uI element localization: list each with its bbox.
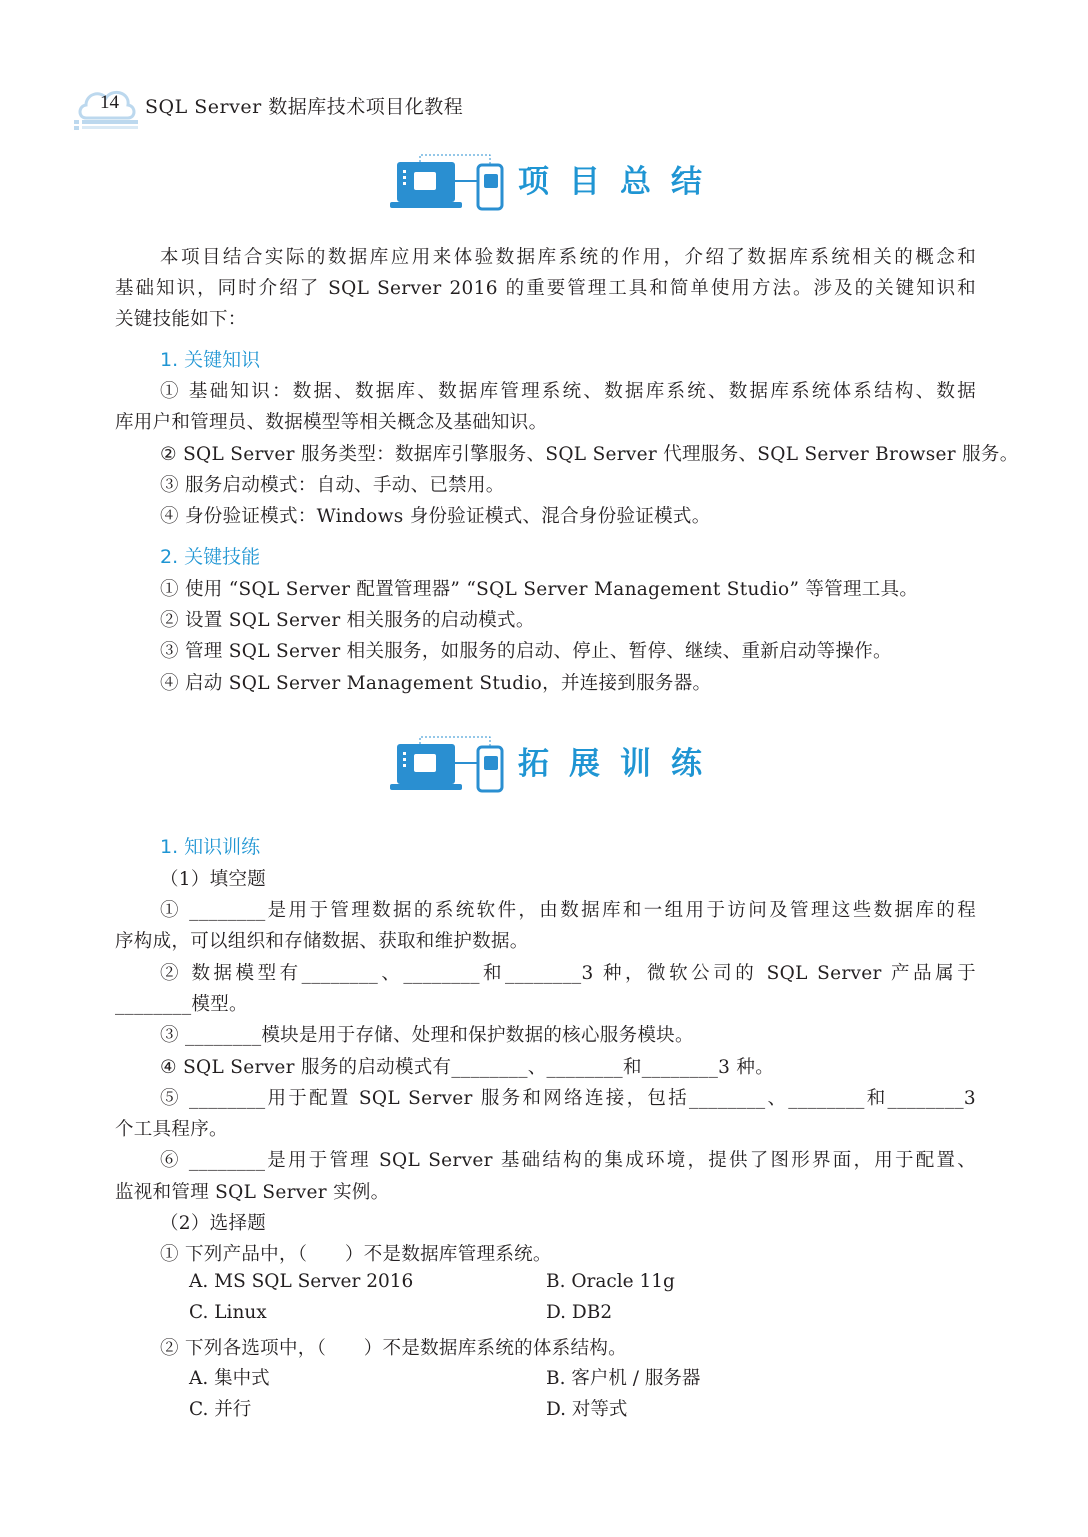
choice-option: A. MS SQL Server 2016 xyxy=(189,1271,414,1292)
laptop-phone-banner-icon xyxy=(390,734,510,798)
section-banner-training xyxy=(390,734,720,798)
skill-item: ② 设置 SQL Server 相关服务的启动模式。 xyxy=(160,610,535,631)
intro-line-3: 关键技能如下： xyxy=(115,309,247,330)
subheading-key-skills: 2. 关键技能 xyxy=(160,546,261,568)
knowledge-item: ② SQL Server 服务类型：数据库引擎服务、SQL Server 代理服务、SQL Server Browser 服务。 xyxy=(160,444,1019,465)
fill-blank-line: ① ________是用于管理数据的系统软件，由数据库和一组用于访问及管理这些数据库的程 xyxy=(160,900,976,921)
fill-blank-line: 个工具程序。 xyxy=(115,1119,228,1140)
section-title: 拓展训练 xyxy=(518,746,722,782)
skill-item: ③ 管理 SQL Server 相关服务，如服务的启动、停止、暂停、继续、重新启动等操作。 xyxy=(160,641,892,662)
knowledge-item: ④ 身份验证模式：Windows 身份验证模式、混合身份验证模式。 xyxy=(160,506,711,527)
subheading-key-knowledge: 1. 关键知识 xyxy=(160,349,261,371)
section-banner-summary xyxy=(390,152,720,216)
choice-question-stem: ① 下列产品中，（ ）不是数据库管理系统。 xyxy=(160,1244,552,1265)
book-title: SQL Server 数据库技术项目化教程 xyxy=(145,96,464,118)
fill-blank-line: ⑤ ________用于配置 SQL Server 服务和网络连接，包括________、________和________3 xyxy=(160,1088,976,1109)
fill-blank-line: 序构成，可以组织和存储数据、获取和维护数据。 xyxy=(115,931,529,952)
laptop-phone-banner-icon xyxy=(390,152,510,216)
choice-option: D. 对等式 xyxy=(546,1399,628,1420)
subheading-knowledge-training: 1. 知识训练 xyxy=(160,836,261,858)
choice-option: C. Linux xyxy=(189,1302,267,1323)
fill-blank-line: ________模型。 xyxy=(115,994,248,1015)
intro-line-2: 基础知识，同时介绍了 SQL Server 2016 的重要管理工具和简单使用方法。涉及的关键知识和 xyxy=(115,278,976,299)
intro-line-1: 本项目结合实际的数据库应用来体验数据库系统的作用，介绍了数据库系统相关的概念和 xyxy=(160,247,976,268)
fill-blank-line: ③ ________模块是用于存储、处理和保护数据的核心服务模块。 xyxy=(160,1025,694,1046)
fill-blank-line: ⑥ ________是用于管理 SQL Server 基础结构的集成环境，提供了图形界面，用于配置、 xyxy=(160,1150,976,1171)
fill-blank-line: ② 数据模型有________、________和________3 种，微软公司的 SQL Server 产品属于 xyxy=(160,963,976,984)
skill-item: ④ 启动 SQL Server Management Studio，并连接到服务器。 xyxy=(160,673,712,694)
page-number: 14 xyxy=(100,92,119,113)
section-title: 项目总结 xyxy=(518,164,722,200)
choice-option: B. Oracle 11g xyxy=(546,1271,675,1292)
choice-question-stem: ② 下列各选项中，（ ）不是数据库系统的体系结构。 xyxy=(160,1338,627,1359)
knowledge-item: 库用户和管理员、数据模型等相关概念及基础知识。 xyxy=(115,412,548,433)
fill-blank-line: ④ SQL Server 服务的启动模式有________、________和________3 种。 xyxy=(160,1057,775,1078)
fill-blank-line: 监视和管理 SQL Server 实例。 xyxy=(115,1182,390,1203)
knowledge-item: ① 基础知识：数据、数据库、数据库管理系统、数据库系统、数据库系统体系结构、数据 xyxy=(160,381,976,402)
choice-label: （2）选择题 xyxy=(160,1213,267,1234)
choice-option: C. 并行 xyxy=(189,1399,252,1420)
skill-item: ① 使用 “SQL Server 配置管理器” “SQL Server Management Studio” 等管理工具。 xyxy=(160,579,919,600)
knowledge-item: ③ 服务启动模式：自动、手动、已禁用。 xyxy=(160,475,505,496)
choice-option: B. 客户机 / 服务器 xyxy=(546,1368,701,1389)
choice-option: A. 集中式 xyxy=(189,1368,270,1389)
choice-option: D. DB2 xyxy=(546,1302,613,1323)
fill-blank-label: （1）填空题 xyxy=(160,869,267,890)
